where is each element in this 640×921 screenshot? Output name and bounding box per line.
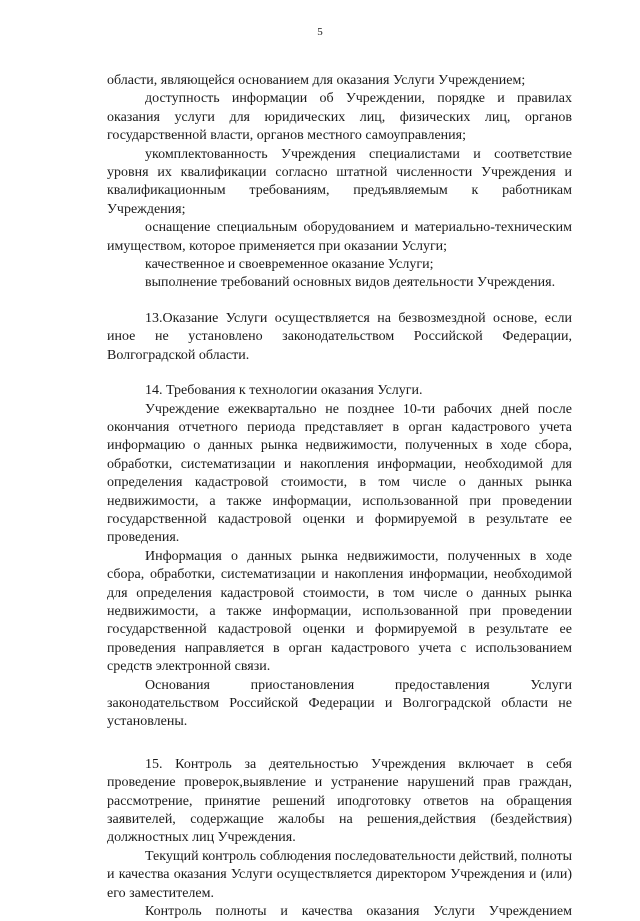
paragraph-information-availability: доступность информации об Учреждении, порядке и правилах оказания услуги для юридических лиц, физических лиц, органов государственной власти, органов местного самоуправления; bbox=[107, 91, 572, 144]
paragraph-quality: качественное и своевременное оказание Услуги; bbox=[145, 257, 434, 273]
paragraph-staffing: укомплектованность Учреждения специалистами и соответствие уровня их квалификации согласно штатной численности Учреждения и квалификационным требованиям, предъявляемым к работникам Учреждения; bbox=[107, 146, 572, 217]
paragraph-quality-control: Контроль полноты и качества оказания Услуги Учреждением bbox=[145, 904, 572, 920]
paragraph-suspension-grounds: Основания приостановления предоставления Услуги законодательством Российской Федерации и Волгоградской области не установлены. bbox=[107, 677, 572, 730]
paragraph-section-15: 15. Контроль за деятельностью Учреждения включает в себя проведение проверок,выявление и устранение нарушений прав граждан, рассмотрение, принятие решений иподготовку ответов на обращения заявителей, содержащие жалобы на решения,действия (бездействия) должностных лиц Учреждения. bbox=[107, 756, 572, 846]
paragraph-requirements: выполнение требований основных видов деятельности Учреждения. bbox=[145, 275, 556, 291]
paragraph-section-14-heading: 14. Требования к технологии оказания Услуги. bbox=[145, 383, 423, 399]
paragraph-equipment: оснащение специальным оборудованием и материально-техническим имуществом, которое применяется при оказании Услуги; bbox=[107, 220, 572, 254]
paragraph-section-13: 13.Оказание Услуги осуществляется на безвозмездной основе, если иное не установлено законодательством Российской Федерации, Волгоградской области. bbox=[107, 310, 572, 363]
paragraph-quarterly-report: Учреждение ежеквартально не позднее 10-ти рабочих дней после окончания отчетного периода представляет в орган кадастрового учета информацию о данных рынка недвижимости, полученных в ходе сбора, обработки, систематизации и накопления информации, необходимой для определения кадастровой стоимости, в том числе о данных рынка недвижимости, а также информации, использованной при проведении государственной кадастровой оценки и формируемой в результате ее проведения. bbox=[107, 401, 572, 546]
document-body bbox=[107, 72, 572, 921]
paragraph-market-data: Информация о данных рынка недвижимости, полученных в ходе сбора, обработки, систематизации и накопления информации, необходимой для определения кадастровой стоимости, в том числе о данных рынка недвижимости, а также информации, использованной при проведении государственной кадастровой оценки и формируемой в результате ее проведения направляется в орган кадастрового учета с использованием средств электронной связи. bbox=[107, 548, 572, 675]
paragraph-continuation: области, являющейся основанием для оказания Услуги Учреждением; bbox=[107, 73, 526, 88]
page-number: 5 bbox=[317, 26, 323, 38]
paragraph-current-control: Текущий контроль соблюдения последовательности действий, полноты и качества оказания Услуги осуществляется директором Учреждения и (или) его заместителем. bbox=[107, 848, 572, 901]
